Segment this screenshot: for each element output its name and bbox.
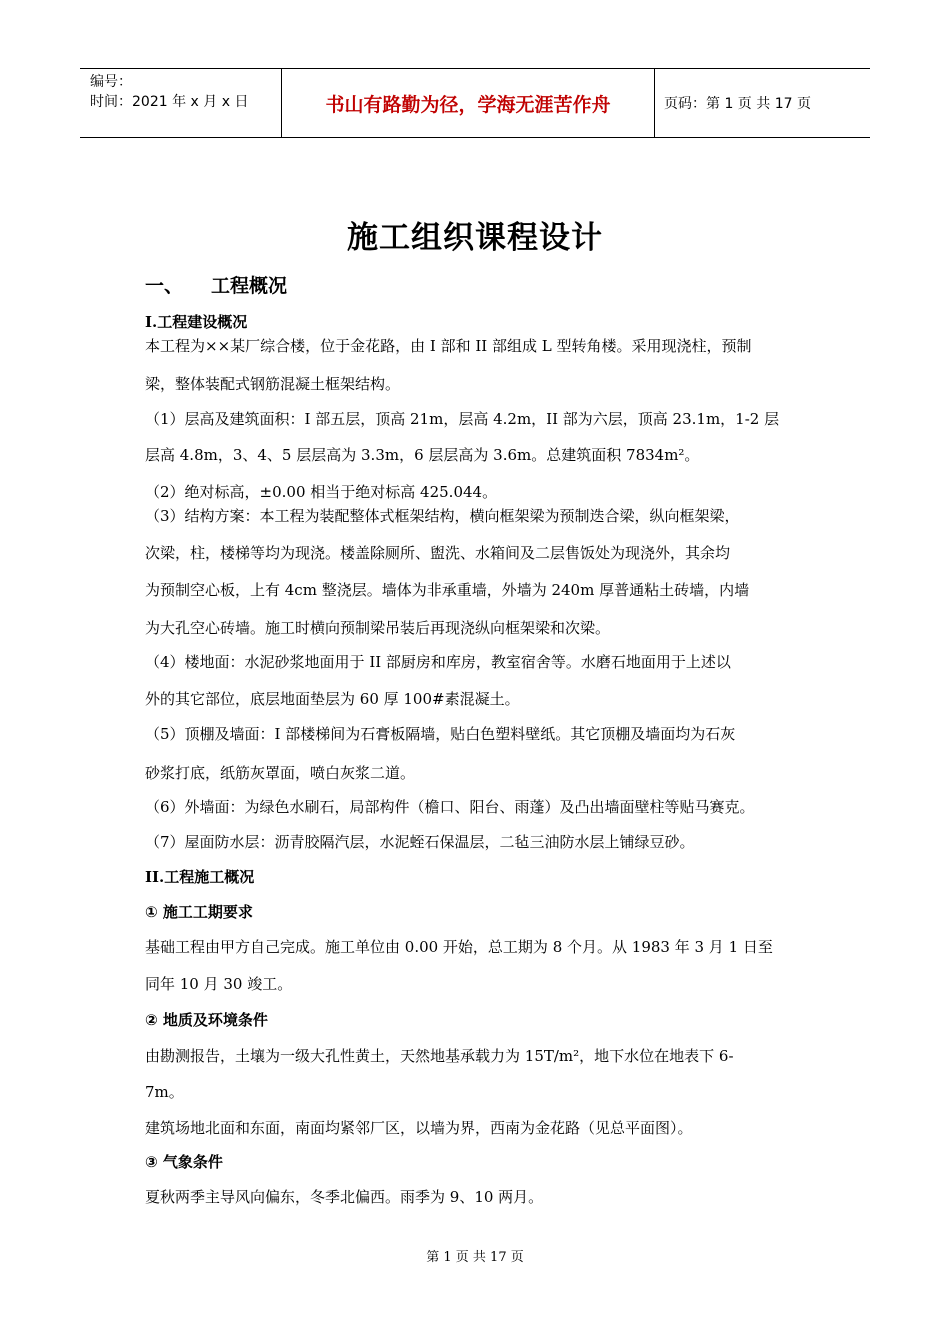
paragraph-line: （2）绝对标高，±0.00 相当于绝对标高 425.044。 xyxy=(145,483,498,501)
paragraph-line: 层高 4.8m，3、4、5 层层高为 3.3m，6 层层高为 3.6m。总建筑面积 7834m²。 xyxy=(145,446,700,464)
header-page-info: 页码：第 1 页 共 17 页 xyxy=(664,96,811,112)
paragraph-line: 基础工程由甲方自己完成。施工单位由 0.00 开始，总工期为 8 个月。从 1983 年 3 月 1 日至 xyxy=(145,938,773,956)
subsection-heading: I.工程建设概况 xyxy=(145,313,248,331)
paragraph-line: （7）屋面防水层：沥青胶隔汽层，水泥蛭石保温层，二毡三油防水层上铺绿豆砂。 xyxy=(145,833,695,851)
document-date: 时间：2021 年 x 月 x 日 xyxy=(90,94,249,110)
paragraph-line: 同年 10 月 30 竣工。 xyxy=(145,975,293,993)
item-heading: ① 施工工期要求 xyxy=(145,903,253,921)
paragraph-line: 外的其它部位，底层地面垫层为 60 厚 100#素混凝土。 xyxy=(145,690,520,708)
paragraph-line: 由勘测报告，土壤为一级大孔性黄土，天然地基承载力为 15T/m²，地下水位在地表下 6- xyxy=(145,1047,734,1065)
paragraph-line: （5）顶棚及墙面：I 部楼梯间为石膏板隔墙，贴白色塑料壁纸。其它顶棚及墙面均为石灰 xyxy=(145,725,736,743)
section-number: 一、 xyxy=(145,275,184,297)
paragraph-line: 梁，整体装配式钢筋混凝土框架结构。 xyxy=(145,375,401,393)
paragraph-line: 为预制空心板，上有 4cm 整浇层。墙体为非承重墙，外墙为 240m 厚普通粘土砖墙，内墙 xyxy=(145,581,750,599)
item-heading: ② 地质及环境条件 xyxy=(145,1011,268,1029)
paragraph-line: 7m。 xyxy=(145,1083,184,1101)
paragraph-line: 砂浆打底，纸筋灰罩面，喷白灰浆二道。 xyxy=(145,764,416,782)
paragraph-line: （6）外墙面：为绿色水刷石，局部构件（檐口、阳台、雨蓬）及凸出墙面壁柱等贴马赛克。 xyxy=(145,798,755,816)
item-heading: ③ 气象条件 xyxy=(145,1153,223,1171)
paragraph-line: 为大孔空心砖墙。施工时横向预制梁吊装后再现浇纵向框架梁和次梁。 xyxy=(145,619,611,637)
document-title: 施工组织课程设计 xyxy=(347,220,603,256)
paragraph-line: 建筑场地北面和东面，南面均紧邻厂区，以墙为界，西南为金花路（见总平面图）。 xyxy=(145,1119,693,1137)
subsection-heading: II.工程施工概况 xyxy=(145,868,255,886)
header-table xyxy=(80,68,870,138)
section-heading xyxy=(145,271,287,298)
paragraph-line: 次梁，柱，楼梯等均为现浇。楼盖除厕所、盥洗、水箱间及二层售饭处为现浇外，其余均 xyxy=(145,544,731,562)
header-motto: 书山有路勤为径，学海无涯苦作舟 xyxy=(281,69,655,137)
paragraph-line: 夏秋两季主导风向偏东，冬季北偏西。雨季为 9、10 两月。 xyxy=(145,1188,544,1206)
section-title: 工程概况 xyxy=(211,275,288,297)
document-number: 编号： xyxy=(90,74,132,90)
page-footer: 第 1 页 共 17 页 xyxy=(426,1250,524,1265)
paragraph-line: （4）楼地面：水泥砂浆地面用于 II 部厨房和库房，教室宿舍等。水磨石地面用于上述以 xyxy=(145,653,731,671)
header-meta-cell xyxy=(80,69,281,137)
paragraph-line: （3）结构方案：本工程为装配整体式框架结构，横向框架梁为预制迭合梁，纵向框架梁， xyxy=(145,507,740,525)
paragraph-line: 本工程为××某厂综合楼，位于金花路，由 I 部和 II 部组成 L 型转角楼。采用现浇柱，预制 xyxy=(145,337,752,355)
paragraph-line: （1）层高及建筑面积：I 部五层，顶高 21m，层高 4.2m，II 部为六层，顶高 23.1m，1-2 层 xyxy=(145,410,780,428)
